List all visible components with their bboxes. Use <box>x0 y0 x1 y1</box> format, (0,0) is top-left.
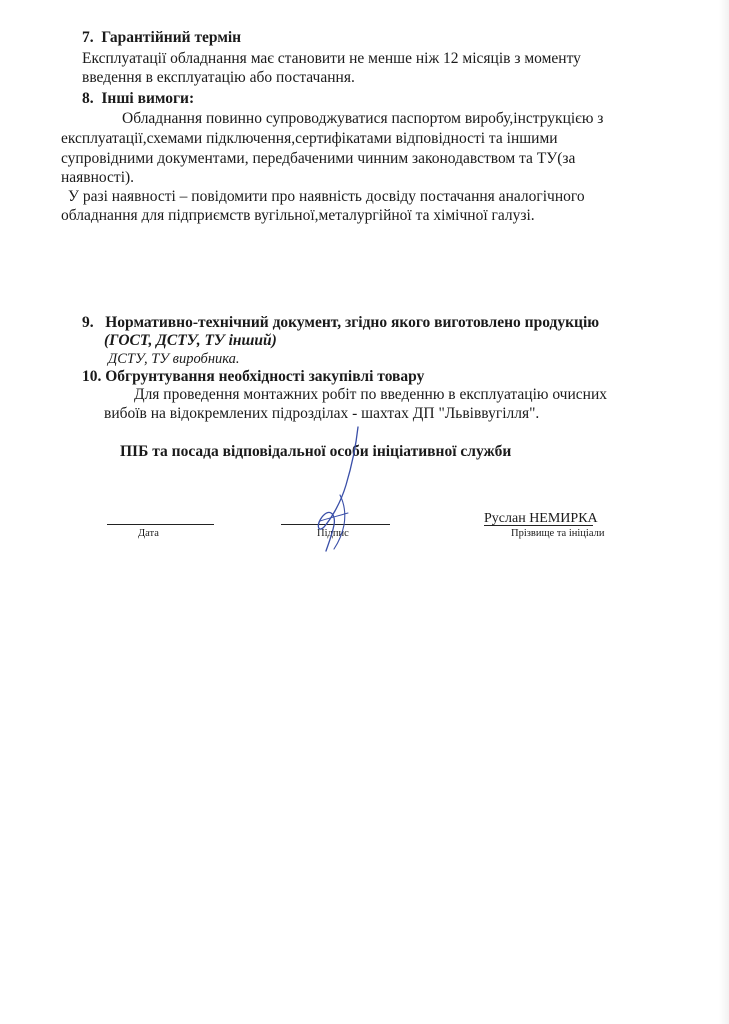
section-8-title: Інші вимоги: <box>101 90 195 107</box>
section-7-title: Гарантійний термін <box>101 29 242 46</box>
section-8-text-line-1: Обладнання повинно супроводжуватися паспортом виробу,інструкцією з <box>122 110 604 127</box>
section-10-text-line-1: Для проведення монтажних робіт по введенню в експлуатацію очисних <box>134 386 607 403</box>
section-10-text-line-2: вибоїв на відокремлених підрозділах - шахтах ДП "Львіввугілля". <box>104 405 540 422</box>
section-7-heading <box>82 29 241 47</box>
page-edge-shadow <box>719 0 729 1024</box>
section-7-text-line-2: введення в експлуатацію або постачання. <box>82 69 355 86</box>
section-8-text-line-4: наявності). <box>61 169 135 186</box>
section-9-number: 9. <box>82 314 94 331</box>
signature-caption: Підпис <box>317 528 349 539</box>
date-caption: Дата <box>138 528 159 539</box>
section-9-value: ДСТУ, ТУ виробника. <box>108 351 240 367</box>
responsible-name: Руслан НЕМИРКА <box>484 511 598 526</box>
section-7-number: 7. <box>82 29 94 46</box>
name-line <box>484 525 593 526</box>
section-10-heading <box>82 368 424 386</box>
section-8-number: 8. <box>82 90 94 107</box>
section-10-title: Обгрунтування необхідності закупівлі товару <box>105 368 425 385</box>
section-8-heading <box>82 90 194 108</box>
section-8-text-line-2: експлуатації,схемами підключення,сертифікатами відповідності та іншими <box>61 130 558 147</box>
handwritten-signature <box>300 425 380 555</box>
section-8-text-line-3: супровідними документами, передбаченими чинним законодавством та ТУ(за <box>61 150 576 167</box>
responsible-heading: ПІБ та посада відповідальної особи ініціативної служби <box>120 443 512 460</box>
section-9-title-line-1: Нормативно-технічний документ, згідно якого виготовлено продукцію <box>105 314 600 331</box>
section-8-text-line-5: У разі наявності – повідомити про наявність досвіду постачання аналогічного <box>68 188 585 205</box>
date-line <box>107 524 214 525</box>
section-10-number: 10. <box>82 368 102 385</box>
section-9-heading <box>82 314 599 332</box>
section-7-text-line-1: Експлуатації обладнання має становити не менше ніж 12 місяців з моменту <box>82 50 581 67</box>
section-8-text-line-6: обладнання для підприємств вугільної,металургійної та хімічної галузі. <box>61 207 535 224</box>
name-caption: Прізвище та ініціали <box>511 528 605 539</box>
section-9-title-line-2: (ГОСТ, ДСТУ, ТУ інший) <box>104 332 277 349</box>
